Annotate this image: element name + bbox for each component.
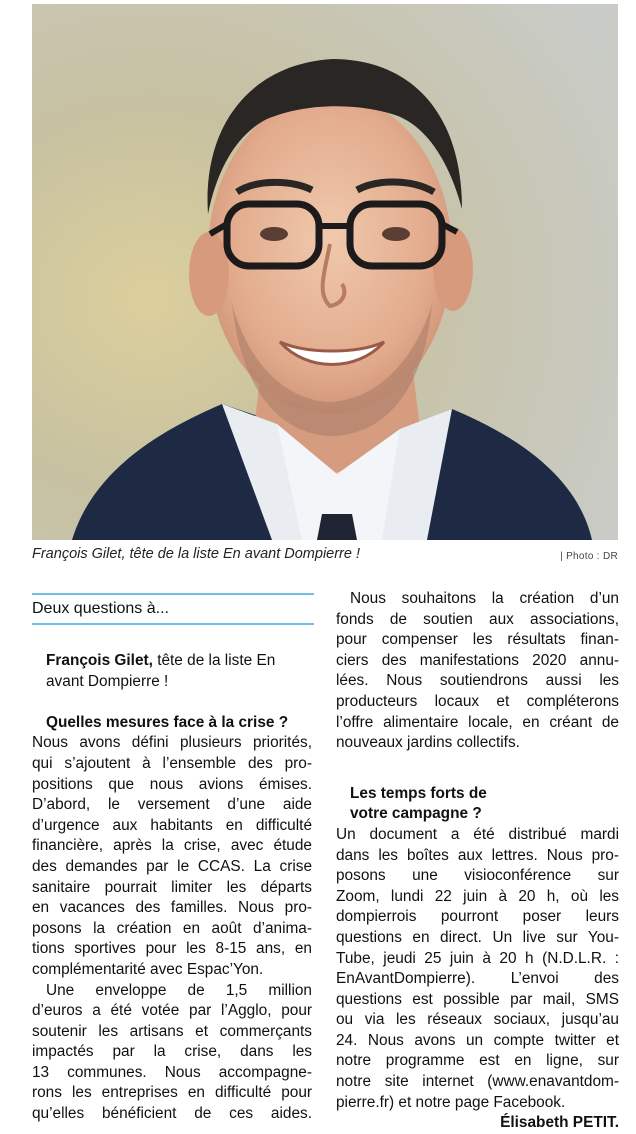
answer-2-line: Un document a été distribué mardi [336,825,619,843]
answer-2-line: notre programme est en ligne, sur [336,1052,619,1070]
answer-1-line: rons les entreprises en difficulté pour [32,1084,312,1102]
answer-2-line: EnAvantDompierre). L’envoi des [336,970,619,988]
answer-1-cont-line: fonds de soutien aux associations, [336,610,619,628]
kicker-rule-top [32,593,314,595]
answer-1-cont-line: lées. Nous soutiendrons aussi les [336,672,619,690]
answer-1-cont-line: ciers des manifestations 2020 annu- [336,651,619,669]
answer-1-cont-line: Nous souhaitons la création d’un [350,590,619,607]
spacer [336,754,619,784]
answer-1-line: 13 communes. Nous accompagne- [32,1063,312,1081]
answer-2-line: posons une visioconférence sur [336,867,619,885]
answer-2-line: pierre.fr) et notre page Facebook. [336,1093,566,1111]
answer-2-line: questions en direct. Un live sur You- [336,928,619,946]
answer-2-line: Tube, jeudi 25 juin à 20 h (N.D.L.R. : [336,949,619,967]
answer-1-line: Une enveloppe de 1,5 million [46,981,312,999]
portrait-photo [32,4,618,540]
answer-1-line: posons la création en août d’anima- [32,919,312,937]
answer-1-line: tions sportives pour les 8-15 ans, en [32,940,312,958]
answer-1-line: complémentarité avec Espac’Yon. [32,960,264,978]
answer-2-line: dompierrois pourront poser leurs [336,908,619,926]
answer-1-line: sanitaire pourrait limiter les départs [32,878,312,896]
left-column [32,651,312,1125]
intro-line-1 [32,651,312,672]
spacer [32,692,312,713]
answer-1-cont-line: producteurs locaux et compléterons [336,692,619,710]
answer-1-line: qu’elles bénéficient de ces aides. [32,1105,312,1123]
answer-1-line: impactés par la crise, dans les [32,1043,312,1061]
answer-1-line: en vacances des familles. Nous pro- [32,899,312,917]
intro-role: tête de la liste En [152,652,276,669]
answer-1-line: positions que nous avions émises. [32,775,312,793]
answer-1-line: d’euros a été votée par l’Agglo, pour [32,1002,312,1020]
intro-line-2: avant Dompierre ! [46,672,169,690]
photo-credit: | Photo : DR [560,551,618,562]
answer-1-line: Nous avons défini plusieurs priorités, [32,734,312,752]
author-signature: Élisabeth PETIT. [500,1114,619,1132]
intro-name: François Gilet, [46,652,153,669]
answer-2-line: ou via les réseaux sociaux, jusqu’au [336,1011,619,1029]
question-2-line-1: Les temps forts de [350,784,487,802]
answer-1-line: des demandes par le CCAS. La crise [32,857,312,875]
answer-1-line: qui s’ajoutent à l’ensemble des pro- [32,754,312,772]
answer-1-line: d’urgence aux habitants en difficulté [32,816,312,834]
answer-2-line: notre site internet (www.enavantdom- [336,1073,619,1091]
photo-caption: François Gilet, tête de la liste En avant Dompierre ! [32,546,361,562]
answer-2-line: dans les boîtes aux lettres. Nous pro- [336,846,619,864]
answer-1-line: soutenir les artisans et commerçants [32,1022,312,1040]
answer-1-cont-line: pour compenser les résultats finan- [336,631,619,649]
kicker-rule-bottom [32,623,314,625]
answer-1-cont-line: l’offre alimentaire locale, en créant de [336,713,619,731]
portrait-illustration [32,4,618,540]
answer-2-line: 24. Nous avons un compte twitter et [336,1031,619,1049]
answer-2-line: questions est possible par mail, SMS [336,990,619,1008]
right-column [336,589,619,1134]
question-2-line-2: votre campagne ? [350,805,482,823]
answer-1-line: D’abord, le versement d’une aide [32,796,312,814]
question-1: Quelles mesures face à la crise ? [46,713,289,731]
kicker-heading: Deux questions à... [32,600,169,617]
answer-2-line: Zoom, lundi 22 juin à 20 h, où les [336,887,619,905]
answer-1-cont-line: nouveaux jardins collectifs. [336,734,520,752]
answer-1-line: financière, après la crise, avec étude [32,837,312,855]
